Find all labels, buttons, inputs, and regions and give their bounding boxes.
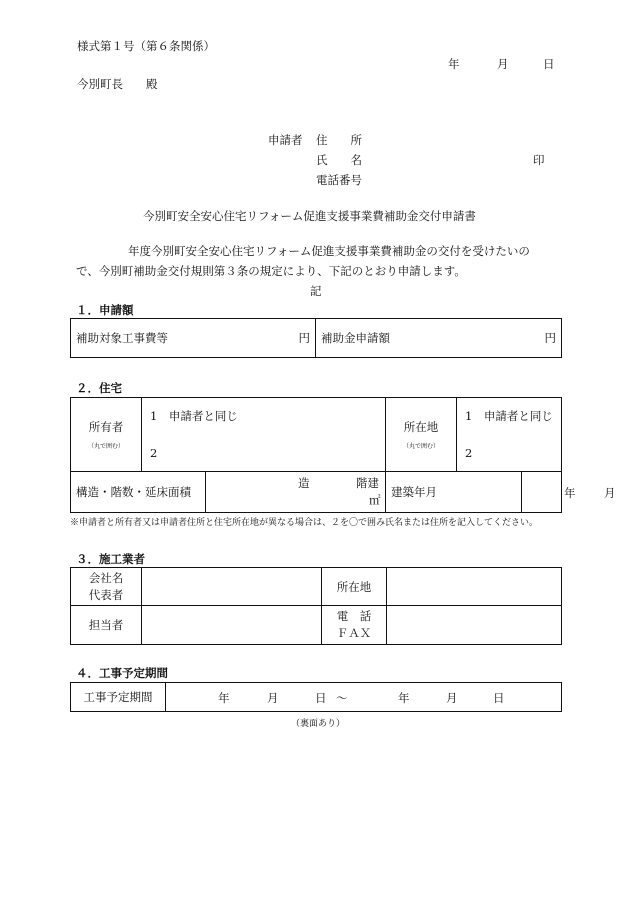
contractor-address-label-cell	[322, 568, 387, 606]
form-number: 様式第１号（第６条関係）	[77, 39, 215, 53]
house-table	[70, 397, 616, 513]
period-label: 工事予定期間	[83, 690, 153, 704]
subsidy-amount-label: 補助金申請額	[321, 331, 390, 345]
section4-heading: ４．工事予定期間	[76, 666, 168, 680]
structure-value-cell[interactable]	[206, 472, 386, 513]
applicant-name-label: 氏 名	[316, 153, 362, 167]
construction-period-table	[70, 682, 562, 712]
location-options-cell[interactable]	[457, 398, 562, 472]
project-cost-label: 補助対象工事費等	[76, 331, 168, 345]
built-month: 月	[604, 486, 616, 500]
representative-label: 代表者	[88, 587, 124, 602]
section2-note: ※申請者と所有者又は申請者住所と住宅所在地が異なる場合は、２を〇で囲み氏名または住所を記入してください。	[70, 518, 539, 528]
structure-zo: 造	[298, 476, 310, 490]
location-option-1[interactable]: 1 申請者と同じ	[465, 409, 553, 423]
location-option-2[interactable]: 2	[465, 446, 473, 460]
period-label-cell	[71, 683, 166, 712]
period-tilde: ～	[336, 691, 348, 705]
reverse-side-note: （裏面あり）	[291, 719, 346, 729]
fax-label: ＦＡＸ	[336, 626, 372, 640]
yen-unit: 円	[544, 331, 556, 345]
tel-fax-label-cell	[322, 606, 387, 645]
date-day: 日	[543, 57, 555, 71]
person-label-cell	[71, 606, 142, 645]
section2-heading: ２．住宅	[76, 381, 122, 395]
structure-label-cell	[71, 472, 206, 513]
location-label: 所在地	[403, 420, 439, 434]
intro-line-1: 年度今別町安全安心住宅リフォーム促進支援事業費補助金の交付を受けたいの	[128, 244, 530, 258]
built-date-label: 建築年月	[391, 485, 437, 499]
request-amount-table	[70, 318, 562, 358]
owner-label: 所有者	[88, 420, 124, 434]
owner-options-cell[interactable]	[142, 398, 386, 472]
owner-option-1[interactable]: 1 申請者と同じ	[150, 409, 238, 423]
contractor-address-label: 所在地	[336, 579, 372, 594]
subsidy-amount-cell[interactable]	[316, 319, 562, 358]
structure-floors: 階建	[356, 476, 379, 490]
yen-unit: 円	[298, 331, 310, 345]
start-month: 月	[267, 691, 279, 705]
date-month: 月	[497, 57, 509, 71]
person-in-charge-label: 担当者	[88, 618, 124, 632]
owner-label-cell	[71, 398, 142, 472]
intro-line-2: で、今別町補助金交付規則第３条の規定により、下記のとおり申請します。	[76, 264, 466, 278]
date-year: 年	[448, 57, 460, 71]
end-day: 日	[493, 691, 505, 705]
document-title: 今別町安全安心住宅リフォーム促進支援事業費補助金交付申請書	[143, 209, 476, 223]
ki-heading: 記	[310, 284, 322, 298]
built-year: 年	[564, 486, 576, 500]
section1-heading: １．申請額	[76, 303, 134, 317]
seal-mark: 印	[533, 153, 545, 167]
location-hint: （丸で囲む）	[402, 443, 439, 450]
applicant-label: 申請者	[268, 133, 303, 147]
period-value-cell[interactable]	[166, 683, 562, 712]
owner-hint: （丸で囲む）	[87, 443, 124, 450]
built-value-cell[interactable]	[522, 472, 616, 513]
end-month: 月	[446, 691, 458, 705]
end-year: 年	[398, 691, 410, 705]
location-label-cell	[386, 398, 457, 472]
tel-fax-value-cell[interactable]	[387, 606, 562, 645]
built-label-cell	[386, 472, 522, 513]
company-name-label: 会社名	[88, 570, 124, 585]
company-value-cell[interactable]	[142, 568, 322, 606]
start-year: 年	[218, 691, 230, 705]
contractor-table	[70, 567, 562, 645]
section3-heading: ３．施工業者	[76, 552, 145, 566]
contractor-address-value-cell[interactable]	[387, 568, 562, 606]
company-label-cell	[71, 568, 142, 606]
applicant-phone-label: 電話番号	[316, 173, 362, 187]
start-day: 日	[315, 691, 327, 705]
structure-label: 構造・階数・延床面積	[76, 485, 191, 499]
applicant-address-label: 住 所	[316, 133, 362, 147]
person-value-cell[interactable]	[142, 606, 322, 645]
structure-sqm: ㎡	[369, 493, 381, 507]
addressee: 今別町長 殿	[77, 77, 158, 91]
tel-label: 電 話	[336, 609, 372, 623]
project-cost-cell[interactable]	[71, 319, 316, 358]
owner-option-2[interactable]: 2	[150, 446, 158, 460]
